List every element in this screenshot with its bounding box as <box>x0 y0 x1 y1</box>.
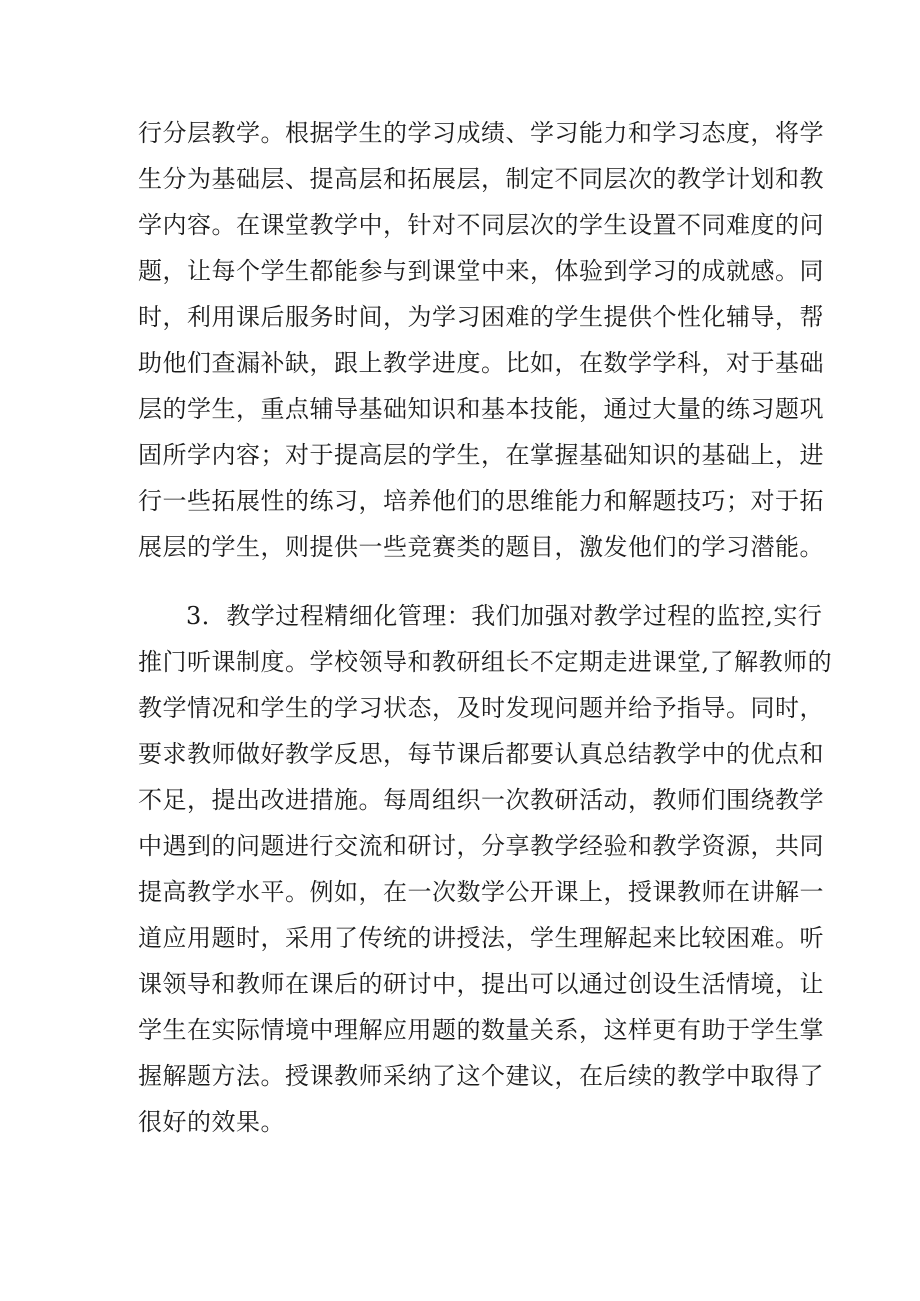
text-line: 推门听课制度。学校领导和教研组长不定期走进课堂,了解教师的 <box>138 648 833 676</box>
text-line: 生分为基础层、提高层和拓展层，制定不同层次的教学计划和教 <box>138 165 824 193</box>
text-line: 教学情况和学生的学习状态，及时发现问题并给予指导。同时， <box>138 694 824 722</box>
text-line: 助他们查漏补缺，跟上教学进度。比如，在数学学科，对于基础 <box>138 349 824 377</box>
text-line: 行一些拓展性的练习，培养他们的思维能力和解题技巧；对于拓 <box>138 487 824 515</box>
paragraph-tiered-teaching <box>138 117 824 577</box>
text-line: 时，利用课后服务时间，为学习困难的学生提供个性化辅导，帮 <box>138 303 824 331</box>
text-line-heading: 3．教学过程精细化管理：我们加强对教学过程的监控,实行 <box>186 602 823 630</box>
text-line: 很好的效果。 <box>138 1108 285 1136</box>
text-line: 不足，提出改进措施。每周组织一次教研活动，教师们围绕教学 <box>138 786 824 814</box>
text-line: 道应用题时，采用了传统的讲授法，学生理解起来比较困难。听 <box>138 924 824 952</box>
text-line: 行分层教学。根据学生的学习成绩、学习能力和学习态度，将学 <box>138 119 824 147</box>
text-line: 层的学生，重点辅导基础知识和基本技能，通过大量的练习题巩 <box>138 395 824 423</box>
text-line: 课领导和教师在课后的研讨中，提出可以通过创设生活情境，让 <box>138 970 824 998</box>
text-line: 中遇到的问题进行交流和研讨，分享教学经验和教学资源，共同 <box>138 832 824 860</box>
text-line: 握解题方法。授课教师采纳了这个建议，在后续的教学中取得了 <box>138 1062 824 1090</box>
text-line: 学内容。在课堂教学中，针对不同层次的学生设置不同难度的问 <box>138 211 824 239</box>
text-line: 提高教学水平。例如，在一次数学公开课上，授课教师在讲解一 <box>138 878 824 906</box>
text-line: 展层的学生，则提供一些竞赛类的题目，激发他们的学习潜能。 <box>138 533 824 561</box>
text-line: 学生在实际情境中理解应用题的数量关系，这样更有助于学生掌 <box>138 1016 824 1044</box>
text-line: 固所学内容；对于提高层的学生，在掌握基础知识的基础上，进 <box>138 441 824 469</box>
text-line: 要求教师做好教学反思，每节课后都要认真总结教学中的优点和 <box>138 740 824 768</box>
text-line: 题，让每个学生都能参与到课堂中来，体验到学习的成就感。同 <box>138 257 824 285</box>
paragraph-process-management <box>138 600 833 1152</box>
